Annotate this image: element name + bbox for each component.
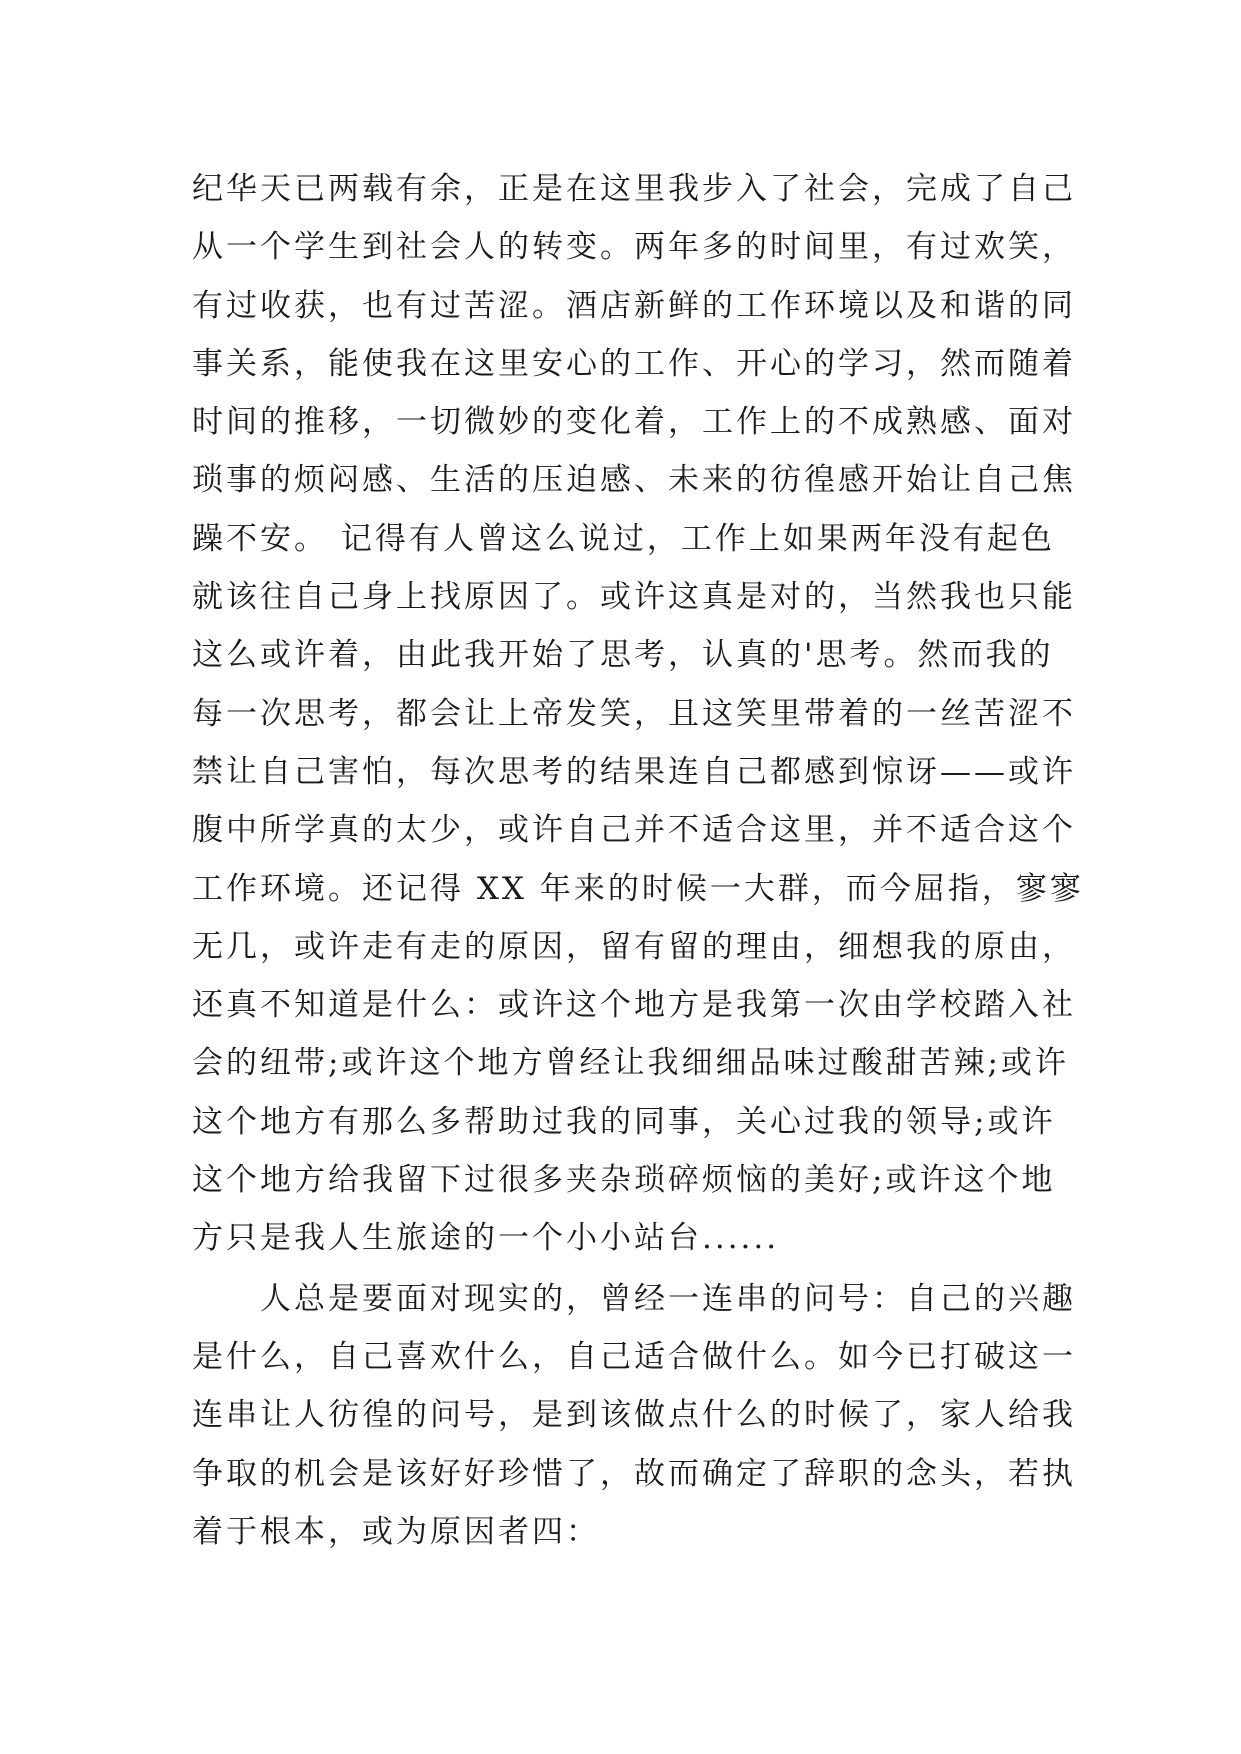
text-line: 争取的机会是该好好珍惜了，故而确定了辞职的念头，若执	[192, 1455, 1076, 1492]
text-line: 方只是我人生旅途的一个小小站台......	[192, 1220, 780, 1257]
text-line: 着于根本，或为原因者四：	[192, 1513, 600, 1550]
text-line: 这么或许着，由此我开始了思考，认真的'思考。然而我的	[192, 637, 1054, 674]
paragraph-1	[192, 160, 1084, 1268]
text-line: 躁不安。 记得有人曾这么说过，工作上如果两年没有起色	[192, 520, 1055, 557]
text-line: 有过收获，也有过苦涩。酒店新鲜的工作环境以及和谐的同	[192, 287, 1076, 324]
text-line: 是什么，自己喜欢什么，自己适合做什么。如今已打破这一	[192, 1338, 1076, 1375]
text-line: 每一次思考，都会让上帝发笑，且这笑里带着的一丝苦涩不	[192, 695, 1076, 732]
text-line: 无几，或许走有走的原因，留有留的理由，细想我的原由，	[192, 928, 1076, 965]
text-line: 琐事的烦闷感、生活的压迫感、未来的彷徨感开始让自己焦	[192, 462, 1076, 499]
text-line: 会的纽带;或许这个地方曾经让我细细品味过酸甜苦辣;或许	[192, 1045, 1069, 1082]
text-line: 时间的推移，一切微妙的变化着，工作上的不成熟感、面对	[192, 404, 1076, 441]
paragraph-2	[192, 1270, 1076, 1561]
text-line: 人总是要面对现实的，曾经一连串的问号：自己的兴趣	[192, 1280, 1076, 1317]
text-line: 还真不知道是什么：或许这个地方是我第一次由学校踏入社	[192, 987, 1076, 1024]
body-text	[192, 160, 1084, 1561]
text-line: 连串让人彷徨的问号，是到该做点什么的时候了，家人给我	[192, 1397, 1076, 1434]
text-line: 腹中所学真的太少，或许自己并不适合这里，并不适合这个	[192, 812, 1076, 849]
text-line: 事关系，能使我在这里安心的工作、开心的学习，然而随着	[192, 345, 1076, 382]
text-line: 从一个学生到社会人的转变。两年多的时间里，有过欢笑，	[192, 229, 1076, 266]
text-line: 纪华天已两载有余，正是在这里我步入了社会，完成了自己	[192, 171, 1076, 207]
text-line: 工作环境。还记得 XX 年来的时候一大群，而今屈指，寥寥	[192, 870, 1084, 907]
text-line: 禁让自己害怕，每次思考的结果连自己都感到惊讶——或许	[192, 753, 1076, 790]
text-line: 这个地方给我留下过很多夹杂琐碎烦恼的美好;或许这个地	[192, 1162, 1056, 1199]
text-line: 就该往自己身上找原因了。或许这真是对的，当然我也只能	[192, 579, 1076, 616]
text-line: 这个地方有那么多帮助过我的同事，关心过我的领导;或许	[192, 1103, 1056, 1140]
